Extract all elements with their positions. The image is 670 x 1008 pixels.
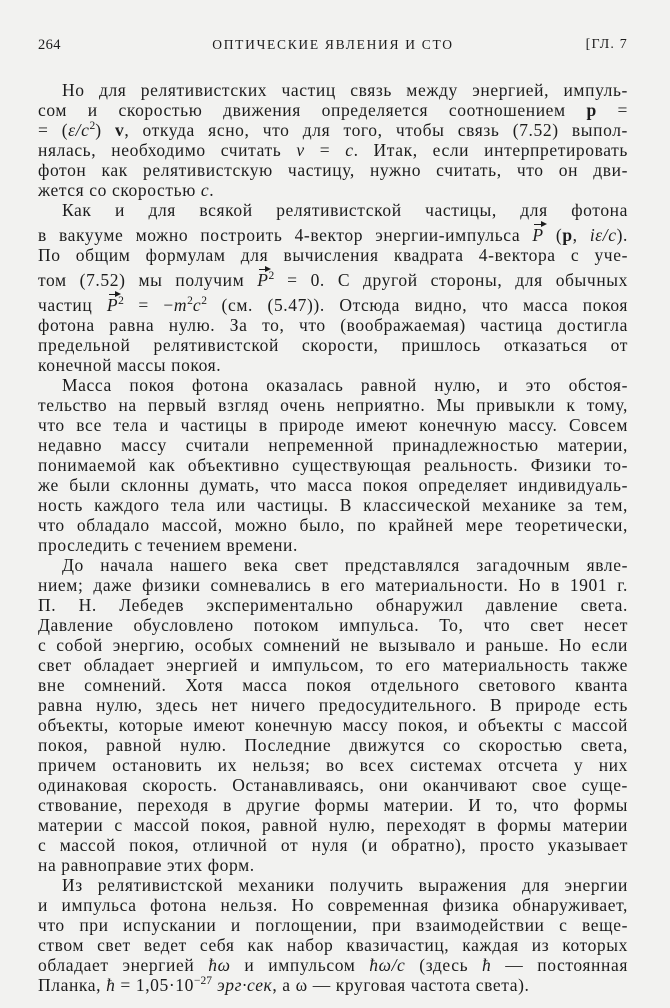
paragraph-3-line-8: что обладало массой, можно было, по крайней мере теоретически, (38, 515, 628, 535)
paragraph-4-line-15: с массой покоя, отличной от нуля (и обратно), просто указывает (38, 835, 628, 855)
text-run: = 1,05·10 (115, 975, 194, 995)
text-run: = (304, 140, 346, 160)
paragraph-3-line-3: что все тела и частицы в природе имеют конечную массу. Совсем (38, 415, 628, 435)
paragraph-1-line-5: фотон как релятивистскую частицу, нужно считать, что он дви- (38, 160, 628, 180)
paragraph-4-line-4: Давление обусловлено потоком импульса. То, что свет несет (38, 615, 628, 635)
paragraph-5-line-1: Из релятивистской механики получить выражения для энергии (62, 875, 628, 895)
paragraph-3 (38, 375, 628, 555)
paragraph-5-line-4: ством свет ведет себя как набор квазичастиц, каждая из которых (38, 935, 628, 955)
paragraph-5 (38, 875, 628, 995)
paragraph-4-line-2: нием; даже физики сомневались в его материальности. Но в 1901 г. (38, 575, 628, 595)
paragraph-1-line-6 (38, 180, 628, 200)
paragraph-5-line-3: что при испускании и поглощении, при взаимодействии с веще- (38, 915, 628, 935)
text-run: жется со скоростью (38, 180, 201, 200)
running-header (38, 34, 628, 56)
paragraph-3-line-2: тельство на первый взгляд очень неприятно. Мы привыкли к тому, (38, 395, 628, 415)
paragraph-4-line-3: П. Н. Лебедев экспериментально обнаружил давление света. (38, 595, 628, 615)
paragraph-2 (38, 200, 628, 375)
paragraph-4-line-16: на равноправие этих форм. (38, 855, 255, 875)
photon-energy-formula: ħω (208, 955, 231, 975)
light-speed-symbol: c (200, 180, 210, 200)
chapter-reference: [ГЛ. 7 (585, 37, 628, 52)
paragraph-4-line-12: одинаковая скорость. Останавливаясь, они оканчивают свое суще- (38, 775, 628, 795)
paragraph-4-line-8: равна нулю, здесь нет ничего предосудительного. В природе есть (38, 695, 628, 715)
paragraph-4-line-6: свет обладает энергией и импульсом, то его материальность также (38, 655, 628, 675)
text-run: нялась, необходимо считать (38, 140, 297, 160)
paragraph-5-line-5 (38, 955, 628, 975)
exponent: −27 (194, 975, 212, 987)
superscript: 2 (89, 120, 96, 132)
text-run: ) (95, 120, 115, 140)
text-run: ( (543, 225, 563, 245)
text-run: = − (123, 295, 174, 315)
superscript: 2 (268, 270, 275, 282)
formula-fraction: iε/c (589, 225, 617, 245)
text-run: = (596, 100, 628, 120)
paragraph-3-line-4: недавно массу считали непременной принадлежностью материи, (38, 435, 628, 455)
text-run: (здесь (405, 955, 483, 975)
text-run: = ( (38, 120, 69, 140)
paragraph-2-line-7: предельной релятивистской скорости, пришлось отказаться от (38, 335, 628, 355)
paragraph-4-line-10: покоя, равной нулю. Последние движутся со скоростью света, (38, 735, 628, 755)
paragraph-4-line-5: с собой энергию, особых сомнений не вызывало и раньше. Но если (38, 635, 628, 655)
paragraph-3-line-9: проследить с течением времени. (38, 535, 298, 555)
mass-symbol: m (173, 295, 188, 315)
photon-momentum-formula: ħω/c (369, 955, 406, 975)
formula-fraction: ε/c (68, 120, 90, 140)
planck-constant-symbol: ħ (106, 975, 116, 995)
text-run: . (209, 180, 215, 200)
paragraph-2-line-8: конечной массы покоя. (38, 355, 222, 375)
paragraph-1-line-2 (38, 100, 628, 120)
paragraph-3-line-7: ность каждого тела или частицы. В классической механике за тем, (38, 495, 628, 515)
momentum-symbol: p (586, 100, 597, 120)
paragraph-2-line-3: По общим формулам для вычисления квадрата 4-вектора с уче- (38, 245, 628, 265)
paragraph-4 (38, 555, 628, 875)
text-run: = 0. С другой стороны, для обычных (274, 270, 628, 290)
paragraph-3-line-6: же были склонны думать, что масса покоя определяет индивидуаль- (38, 475, 628, 495)
text-run: обладает энергией (38, 955, 209, 975)
text-run: ). (616, 225, 629, 245)
body-text (38, 80, 628, 995)
superscript: 2 (118, 295, 124, 307)
paragraph-4-line-9: объекты, которые имеют конечную массу покоя, и объекты с массой (38, 715, 628, 735)
paragraph-4-line-7: вне сомнений. Хотя масса покоя отдельного светового кванта (38, 675, 628, 695)
superscript: 2 (201, 295, 208, 307)
paragraph-1 (38, 80, 628, 200)
text-run: в вакууме можно построить 4-вектор энергии-импульса (38, 225, 533, 245)
velocity-symbol: v (114, 120, 125, 140)
text-run: , а ω — круговая частота света). (272, 975, 530, 995)
light-speed-symbol: c (192, 295, 202, 315)
text-run: (см. (5.47)). Отсюда видно, что масса покоя (207, 295, 628, 315)
paragraph-2-line-1: Как и для всякой релятивистской частицы, для фотона (62, 200, 628, 220)
text-run: . Итак, если интерпретировать (353, 140, 629, 160)
paragraph-3-line-1: Масса покоя фотона оказалась равной нулю, и это обстоя- (62, 375, 628, 395)
unit-label: эрг·сек (216, 975, 273, 995)
text-run: и импульсом (230, 955, 370, 975)
paragraph-5-line-6 (38, 975, 628, 995)
four-vector-symbol: P (106, 295, 119, 315)
text-run: — постоянная (491, 955, 628, 975)
planck-constant-symbol: ħ (482, 955, 492, 975)
paragraph-4-line-13: ствование, переходя в другие формы материи. И то, что формы (38, 795, 628, 815)
paragraph-1-line-3 (38, 120, 628, 140)
paragraph-4-line-14: материи с массой покоя, равной нулю, переходят в формы материи (38, 815, 628, 835)
paragraph-2-line-2 (38, 220, 628, 245)
paragraph-2-line-6: фотона равна нулю. За то, что (воображаемая) частица достигла (38, 315, 628, 335)
paragraph-1-line-4 (38, 140, 628, 160)
paragraph-4-line-1: До начала нашего века свет представлялся загадочным явле- (62, 555, 628, 575)
paragraph-2-line-5 (38, 290, 628, 315)
four-vector-symbol: P (257, 270, 269, 290)
text-run: сом и скоростью движения определяется соотношением (38, 100, 587, 120)
superscript: 2 (187, 295, 193, 307)
page-number: 264 (38, 37, 61, 53)
momentum-symbol: p (562, 225, 573, 245)
running-title: ОПТИЧЕСКИЕ ЯВЛЕНИЯ И СТО (212, 37, 454, 52)
text-run: , откуда ясно, что для того, чтобы связь (7.52) выпол- (124, 120, 628, 140)
paragraph-5-line-2: и импульса фотона нельзя. Но современная физика обнаруживает, (38, 895, 628, 915)
paragraph-1-line-1: Но для релятивистских частиц связь между энергией, импуль- (62, 80, 628, 100)
paragraph-3-line-5: понимаемой как объективно существующая реальность. Физики то- (38, 455, 628, 475)
text-run: частиц (38, 295, 107, 315)
text-run: , (572, 225, 590, 245)
paragraph-2-line-4 (38, 265, 628, 290)
velocity-symbol: v (296, 140, 305, 160)
paragraph-4-line-11: причем остановить их нельзя; во всех системах отсчета у них (38, 755, 628, 775)
light-speed-symbol: c (345, 140, 354, 160)
text-run: том (7.52) мы получим (38, 270, 258, 290)
text-run: Планка, (38, 975, 107, 995)
four-vector-symbol: P (532, 225, 544, 245)
